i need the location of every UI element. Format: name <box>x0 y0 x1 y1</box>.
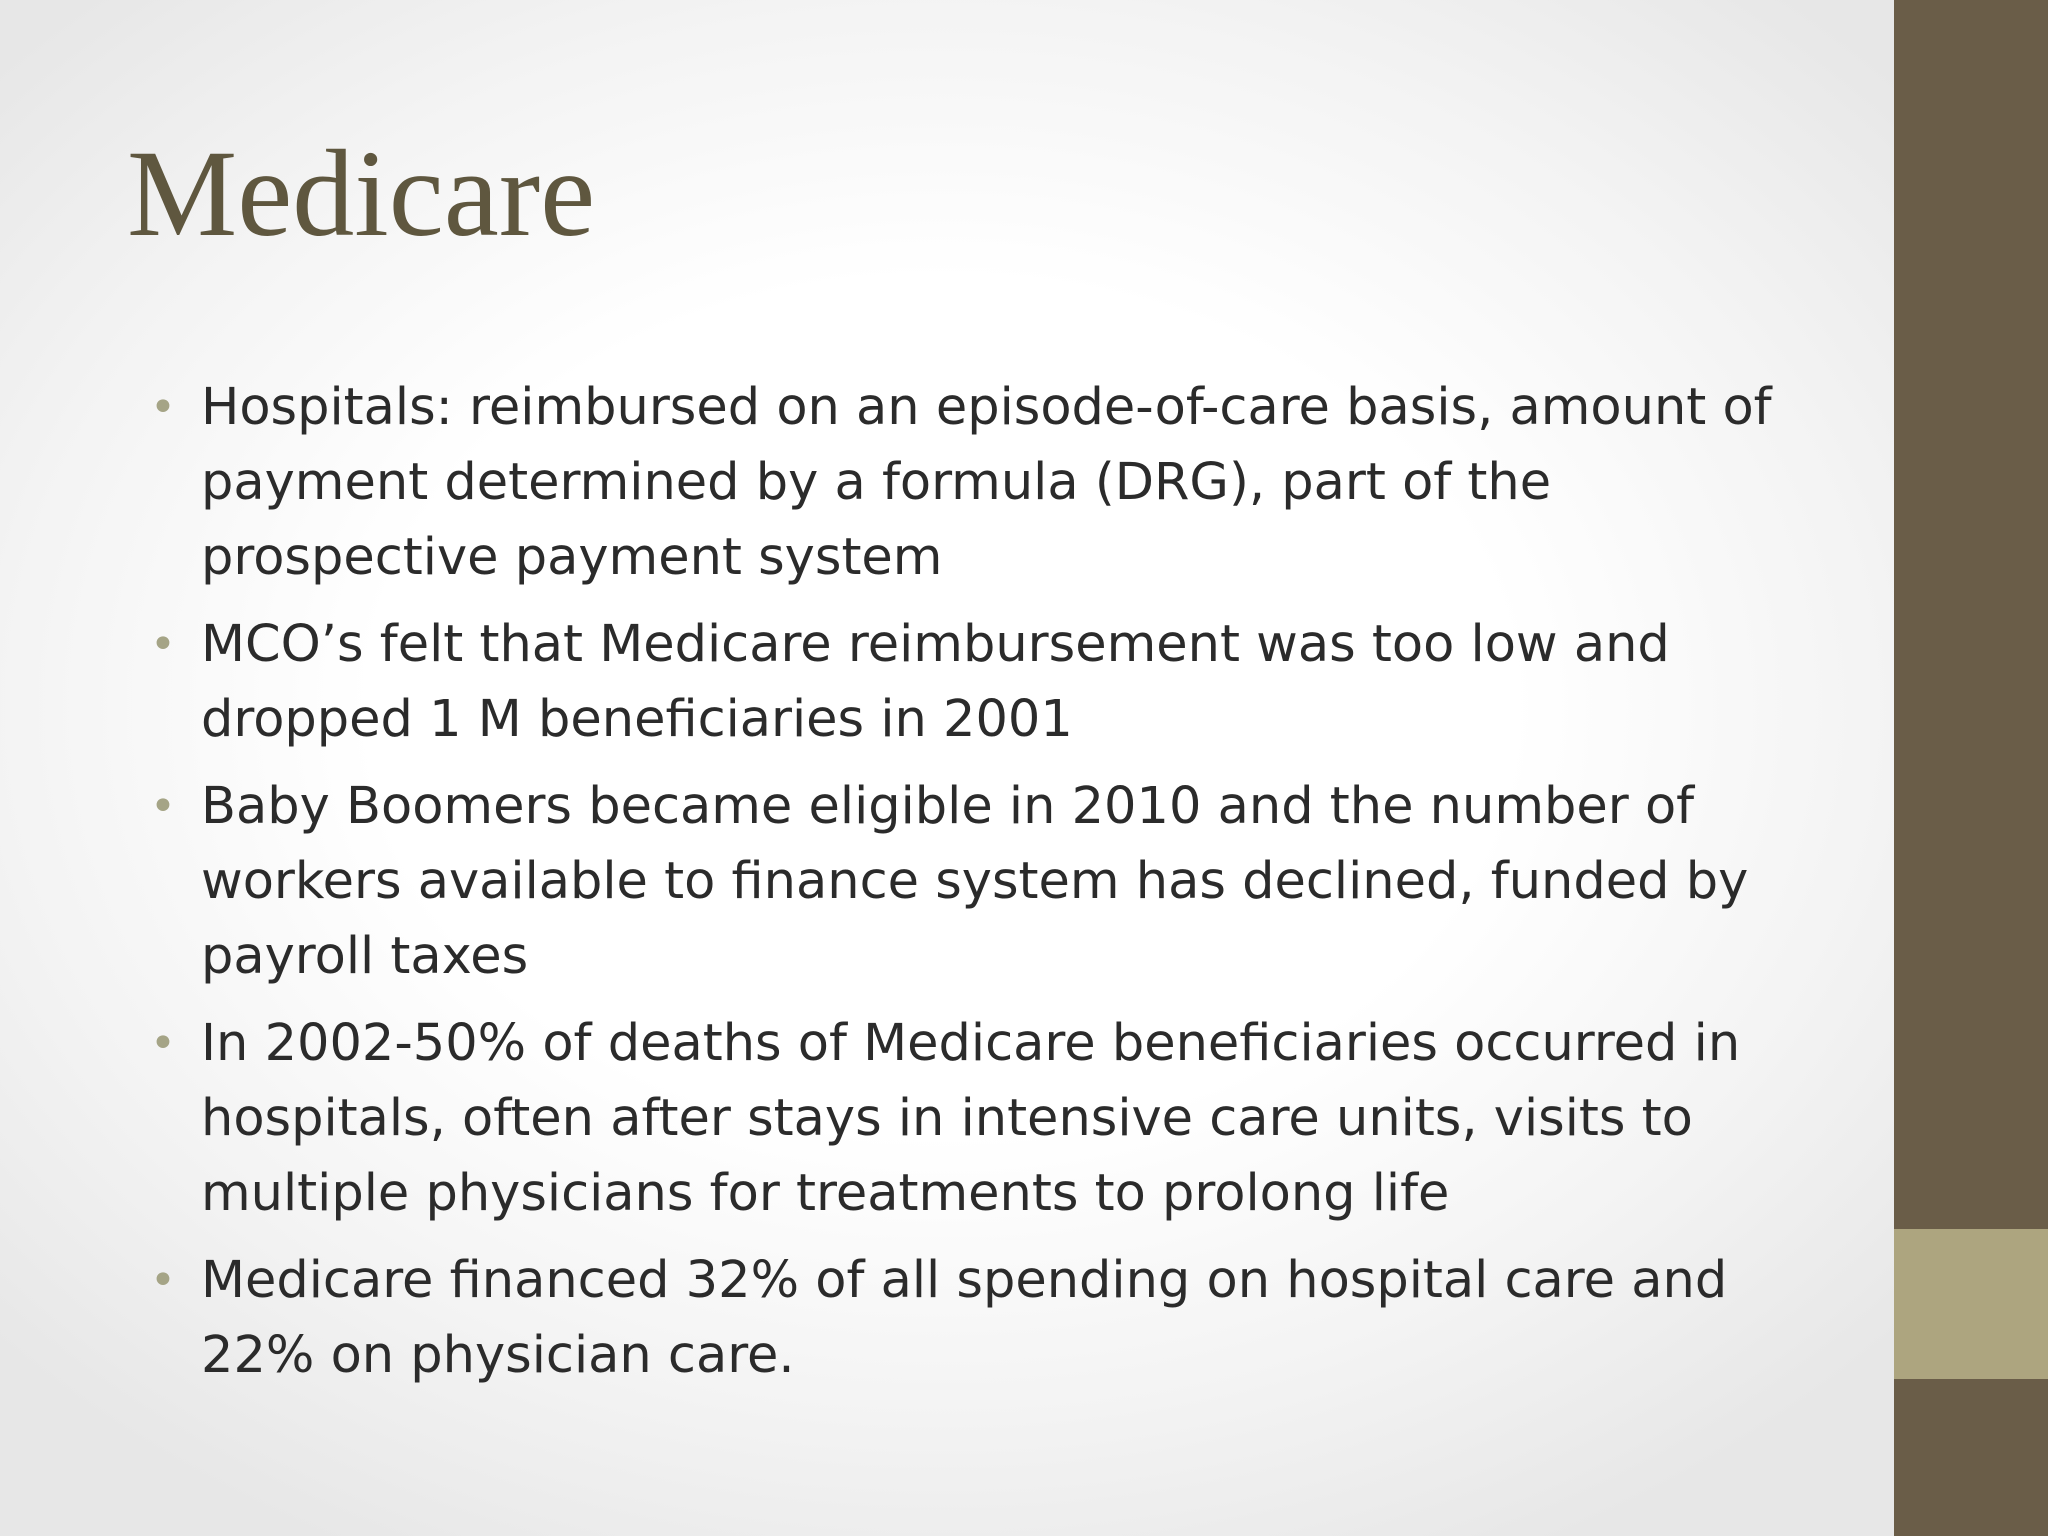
bullet-item <box>148 370 1868 595</box>
bullet-list <box>148 370 1868 1405</box>
bullet-dot-icon: • <box>150 1018 176 1069</box>
bullet-text-line: payroll taxes <box>201 927 529 986</box>
bullet-text-line: MCO’s felt that Medicare reimbursement was too low and <box>201 615 1670 674</box>
bullet-item <box>148 1243 1868 1393</box>
bullet-item <box>148 1006 1868 1231</box>
bullet-text-line: Medicare financed 32% of all spending on hospital care and <box>201 1251 1728 1310</box>
bullet-text-line: In 2002-50% of deaths of Medicare beneficiaries occurred in <box>201 1014 1741 1073</box>
bullet-text-line: Hospitals: reimbursed on an episode-of-care basis, amount of <box>201 378 1772 437</box>
bullet-text-line: 22% on physician care. <box>201 1326 795 1385</box>
bullet-dot-icon: • <box>150 619 176 670</box>
bullet-text-line: prospective payment system <box>201 528 943 587</box>
bullet-item <box>148 769 1868 994</box>
bullet-dot-icon: • <box>150 1255 176 1306</box>
side-bar-accent-decoration <box>1894 1229 2048 1379</box>
bullet-text-line: payment determined by a formula (DRG), part of the <box>201 453 1552 512</box>
bullet-dot-icon: • <box>150 382 176 433</box>
bullet-dot-icon: • <box>150 781 176 832</box>
bullet-item <box>148 607 1868 757</box>
slide-title: Medicare <box>127 125 596 262</box>
bullet-text-line: hospitals, often after stays in intensive care units, visits to <box>201 1089 1693 1148</box>
bullet-text-line: multiple physicians for treatments to prolong life <box>201 1164 1450 1223</box>
bullet-text-line: dropped 1 M beneficiaries in 2001 <box>201 690 1073 749</box>
bullet-text-line: Baby Boomers became eligible in 2010 and the number of <box>201 777 1695 836</box>
bullet-text-line: workers available to finance system has declined, funded by <box>201 852 1749 911</box>
